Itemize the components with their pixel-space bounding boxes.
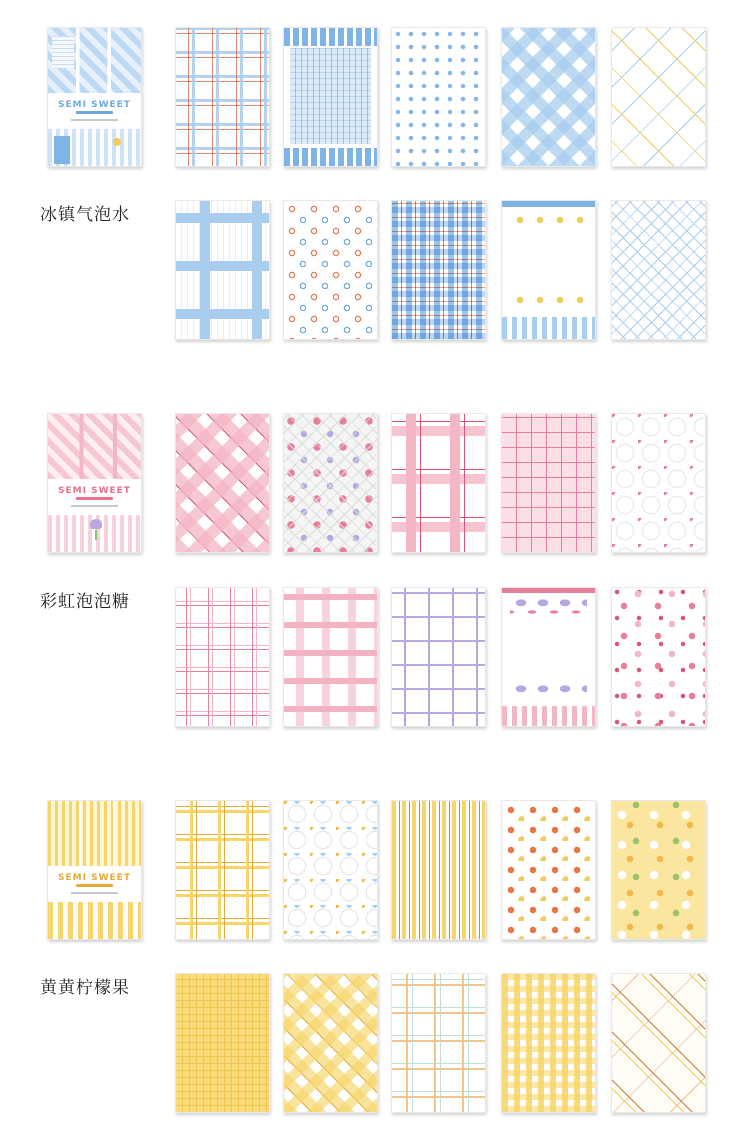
sheet-pink-tulip-border[interactable] [501,587,596,727]
cover-yellow[interactable] [47,800,142,940]
cover-blue[interactable] [47,27,142,167]
sheet-pink-band-plaid[interactable] [283,587,378,727]
sheet-yellow-geometric-lines[interactable] [611,973,706,1113]
sheet-yellow-flowers[interactable] [501,800,596,940]
sheet-blue-gingham-diag[interactable] [501,27,596,167]
sheet-yellow-plaid[interactable] [175,800,270,940]
set-title-blue: 冰镇气泡水 [40,205,130,225]
sheet-yellow-grid[interactable] [175,973,270,1113]
sheet-blue-plaid-red[interactable] [175,27,270,167]
sheet-blue-wide-plaid[interactable] [175,200,270,340]
sheet-pink-octagons[interactable] [611,413,706,553]
set-title-pink: 彩虹泡泡糖 [40,592,130,612]
cover-brand: SEMI SWEET [58,872,131,883]
sheet-pink-harlequin[interactable] [283,413,378,553]
sheet-pink-wide-plaid[interactable] [391,413,486,553]
sheet-blue-diagonal-grid[interactable] [611,200,706,340]
cover-brand: SEMI SWEET [58,485,131,496]
sheet-yellow-terrazzo[interactable] [611,800,706,940]
sheet-yellow-dense-plaid[interactable] [391,800,486,940]
sheet-pink-thin-plaid[interactable] [175,587,270,727]
sheet-pink-terrazzo[interactable] [611,587,706,727]
sheet-blue-grid-border[interactable] [283,27,378,167]
sheet-yellow-octagons[interactable] [283,800,378,940]
sheet-blue-tulip-border[interactable] [501,200,596,340]
sheet-blue-diamonds[interactable] [283,200,378,340]
sheet-blue-tartan[interactable] [391,200,486,340]
sheet-blue-crosses[interactable] [391,27,486,167]
sheet-pink-grid[interactable] [501,413,596,553]
sheet-pink-lavender-plaid[interactable] [391,587,486,727]
sheet-yellow-gingham[interactable] [501,973,596,1113]
cover-pink[interactable] [47,413,142,553]
sheet-yellow-diag-plaid[interactable] [283,973,378,1113]
sheet-pink-gingham-diag[interactable] [175,413,270,553]
sheet-yellow-thin-plaid[interactable] [391,973,486,1113]
cover-brand: SEMI SWEET [58,99,131,110]
sheet-blue-diamond-lattice[interactable] [611,27,706,167]
set-title-yellow: 黄黄柠檬果 [40,978,130,998]
